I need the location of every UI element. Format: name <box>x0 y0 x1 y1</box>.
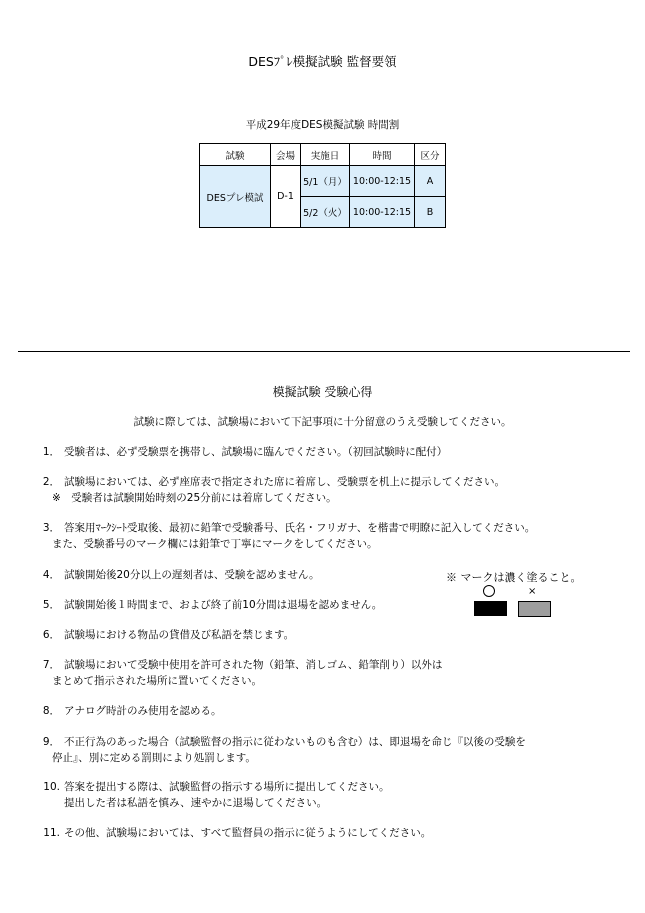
cell-section: B <box>415 197 446 228</box>
item-text-continued: 提出した者は私語を慎み、速やかに退場してください。 <box>64 797 328 809</box>
light-mark-sample <box>518 601 551 617</box>
guidelines-intro: 試験に際しては、試験場において下記事項に十分留意のうえ受験してください。 <box>133 416 512 428</box>
cell-time: 10:00-12:15 <box>350 197 415 228</box>
header-venue: 会場 <box>271 144 301 166</box>
item-number: 11. <box>43 827 60 839</box>
cell-date: 5/1（月） <box>301 166 350 197</box>
header-time: 時間 <box>350 144 415 166</box>
item-text: 不正行為のあった場合（試験監督の指示に従わないものも含む）は、即退場を命じ『以後の受験を <box>64 736 526 748</box>
item-number: 6． <box>42 629 60 641</box>
item-text-continued: まとめて指示された場所に置いてください。 <box>52 675 262 687</box>
list-item <box>38 567 320 583</box>
filled-mark-sample <box>474 601 507 616</box>
item-number: 2． <box>42 476 60 488</box>
list-item <box>38 520 535 536</box>
item-text: アナログ時計のみ使用を認める。 <box>64 705 222 717</box>
item-number: 10. <box>43 781 60 793</box>
list-item <box>38 597 382 613</box>
mark-note: ※ マークは濃く塗ること。 <box>446 571 582 584</box>
item-number: 1． <box>42 446 60 458</box>
cell-time: 10:00-12:15 <box>350 166 415 197</box>
table-row <box>200 166 446 197</box>
item-number: 5． <box>42 599 60 611</box>
item-text: 試験場においては、必ず座席表で指定された席に着席し、受験票を机上に提示してください。 <box>64 476 505 488</box>
item-text: 試験場において受験中使用を許可された物（鉛筆、消しゴム、鉛筆削り）以外は <box>64 659 443 671</box>
list-item <box>38 657 442 673</box>
cell-venue: D-1 <box>271 166 301 228</box>
item-text-continued: また、受験番号のマーク欄には鉛筆で丁寧にマークをしてください。 <box>52 538 378 550</box>
section-divider <box>18 351 630 352</box>
item-text: 受験者は、必ず受験票を携帯し、試験場に臨んでください。（初回試験時に配付） <box>64 446 448 458</box>
item-text: その他、試験場においては、すべて監督員の指示に従うようにしてください。 <box>64 827 432 839</box>
header-section: 区分 <box>415 144 446 166</box>
item-text: 試験場における物品の貸借及び私語を禁じます。 <box>64 629 295 641</box>
header-exam: 試験 <box>200 144 271 166</box>
document-title: DESﾌﾟﾚ模擬試験 監督要領 <box>248 54 397 69</box>
guidelines-title: 模擬試験 受験心得 <box>272 385 373 399</box>
item-number: 8． <box>42 705 60 717</box>
cross-icon: × <box>528 586 537 597</box>
cell-section: A <box>415 166 446 197</box>
cell-exam: DESプレ模試 <box>200 166 271 228</box>
item-text: 試験開始後１時間まで、および終了前10分間は退場を認めません。 <box>64 599 383 611</box>
item-text: 答案用ﾏｰｸｼｰﾄ受取後、最初に鉛筆で受験番号、氏名・フリガナ、を楷書で明瞭に記入してください。 <box>64 522 536 534</box>
header-date: 実施日 <box>301 144 350 166</box>
item-number: 9． <box>42 736 60 748</box>
list-item <box>38 444 447 460</box>
item-text-continued: 停止』、別に定める罰則により処罰します。 <box>52 752 256 764</box>
circle-icon <box>483 585 495 597</box>
schedule-caption: 平成29年度DES模擬試験 時間割 <box>245 119 400 131</box>
item-text: 答案を提出する際は、試験監督の指示する場所に提出してください。 <box>64 781 390 793</box>
item-note: ※ 受験者は試験開始時刻の25分前には着席してください。 <box>52 492 337 504</box>
cell-date: 5/2（火） <box>301 197 350 228</box>
list-item <box>38 825 431 841</box>
list-item <box>38 627 294 643</box>
item-number: 4． <box>42 569 60 581</box>
schedule-table <box>199 143 446 228</box>
item-text: 試験開始後20分以上の遅刻者は、受験を認めません。 <box>64 569 320 581</box>
list-item <box>38 703 222 719</box>
table-header-row <box>200 144 446 166</box>
item-number: 3． <box>42 522 60 534</box>
item-number: 7． <box>42 659 60 671</box>
list-item <box>38 474 505 490</box>
list-item <box>38 779 390 795</box>
list-item <box>38 734 526 750</box>
